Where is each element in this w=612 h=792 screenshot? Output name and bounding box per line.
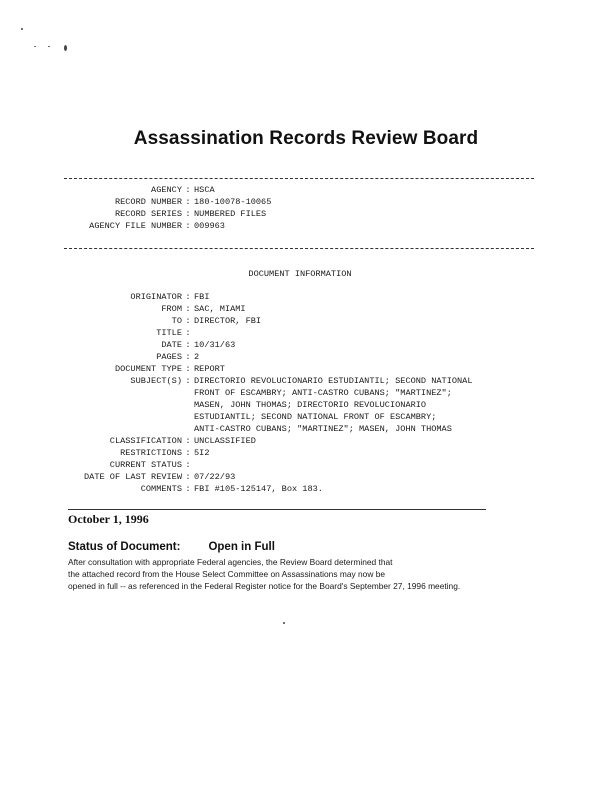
divider-middle [64,248,534,249]
field-label: CLASSIFICATION [109,436,182,446]
field-label: FROM [161,304,182,314]
field-label: RECORD SERIES [114,209,182,219]
info-row [60,447,472,459]
field-value: FBI #105-125147, Box 183. [194,484,323,494]
field-label: DATE OF LAST REVIEW [84,472,182,482]
field-label: PAGES [156,352,182,362]
field-value: 009963 [194,221,225,231]
info-row [60,351,472,363]
field-separator: : [185,209,191,219]
field-separator: : [185,292,191,302]
info-row [60,339,472,351]
field-separator: : [185,316,191,326]
field-separator: : [185,460,191,470]
statement-line: After consultation with appropriate Federal agencies, the Review Board determined that [68,557,393,567]
status-line [68,541,275,553]
info-row [60,375,472,435]
field-value: DIRECTOR, FBI [194,316,262,326]
field-value: REPORT [194,364,225,374]
statement-line: the attached record from the House Select Committee on Assassinations may now be [68,569,386,579]
field-label: DOCUMENT TYPE [114,364,182,374]
record-row [60,196,271,208]
field-separator: : [185,328,191,338]
field-separator: : [185,472,191,482]
field-separator: : [185,436,191,446]
status-label: Status of Document: [68,541,181,553]
field-separator: : [185,364,191,374]
field-label: DATE [161,340,182,350]
info-row [60,291,472,303]
field-label: TO [171,316,182,326]
info-row [60,315,472,327]
statement-line: opened in full -- as referenced in the Federal Register notice for the Board's September 27, 1996 meeting. [68,581,461,591]
record-fields [60,184,271,232]
field-separator: : [185,484,191,494]
field-separator: : [185,221,191,231]
info-row [60,459,472,471]
document-info-fields [60,291,472,495]
field-value: 180-10078-10065 [194,197,272,207]
field-value: HSCA [194,185,215,195]
record-row [60,184,271,196]
field-value-subjects: DIRECTORIO REVOLUCIONARIO ESTUDIANTIL; SECOND NATIONAL FRONT OF ESCAMBRY; ANTI-CASTRO CUBANS; "MARTINEZ"; MASEN, JOHN THOMAS; DIRECTORIO REVOLUCIONARIO ESTUDIANTIL; SECOND NATIONAL FRONT OF ESCAMBRY; ANTI-CASTRO CUBANS; "MARTINEZ"; MASEN, JOHN THOMAS [194,376,473,434]
field-label: AGENCY [151,185,182,195]
info-row [60,471,472,483]
info-row [60,303,472,315]
info-row [60,363,472,375]
field-value: NUMBERED FILES [194,209,267,219]
field-separator: : [185,304,191,314]
field-separator: : [185,448,191,458]
scan-speck [34,46,36,47]
scan-speck [21,28,23,30]
record-row [60,220,271,232]
field-separator: : [185,185,191,195]
section-heading: DOCUMENT INFORMATION [248,269,352,279]
divider-bottom [68,509,486,510]
field-label: AGENCY FILE NUMBER [89,221,182,231]
info-row [60,435,472,447]
divider-top [64,178,534,179]
field-separator: : [185,352,191,362]
field-label: RECORD NUMBER [114,197,182,207]
field-value: 5I2 [194,448,210,458]
field-value: FBI [194,292,210,302]
record-row [60,208,271,220]
field-label: COMMENTS [140,484,182,494]
field-separator: : [185,197,191,207]
field-value: UNCLASSIFIED [194,436,256,446]
field-value: 07/22/93 [194,472,236,482]
scan-speck [64,45,67,51]
info-row [60,483,472,495]
field-separator: : [185,376,191,386]
page-title: Assassination Records Review Board [133,128,479,149]
field-label: TITLE [156,328,182,338]
field-label: RESTRICTIONS [120,448,182,458]
info-row [60,327,472,339]
scan-speck [48,46,50,47]
field-value: 10/31/63 [194,340,236,350]
field-value: 2 [194,352,200,362]
field-separator: : [185,340,191,350]
field-label: ORIGINATOR [130,292,182,302]
field-value: SAC, MIAMI [194,304,246,314]
field-label: SUBJECT(S) [130,376,182,386]
scan-speck [283,622,285,624]
status-value: Open in Full [208,541,275,553]
release-date: October 1, 1996 [68,512,149,526]
release-statement [68,556,538,592]
field-label: CURRENT STATUS [109,460,182,470]
